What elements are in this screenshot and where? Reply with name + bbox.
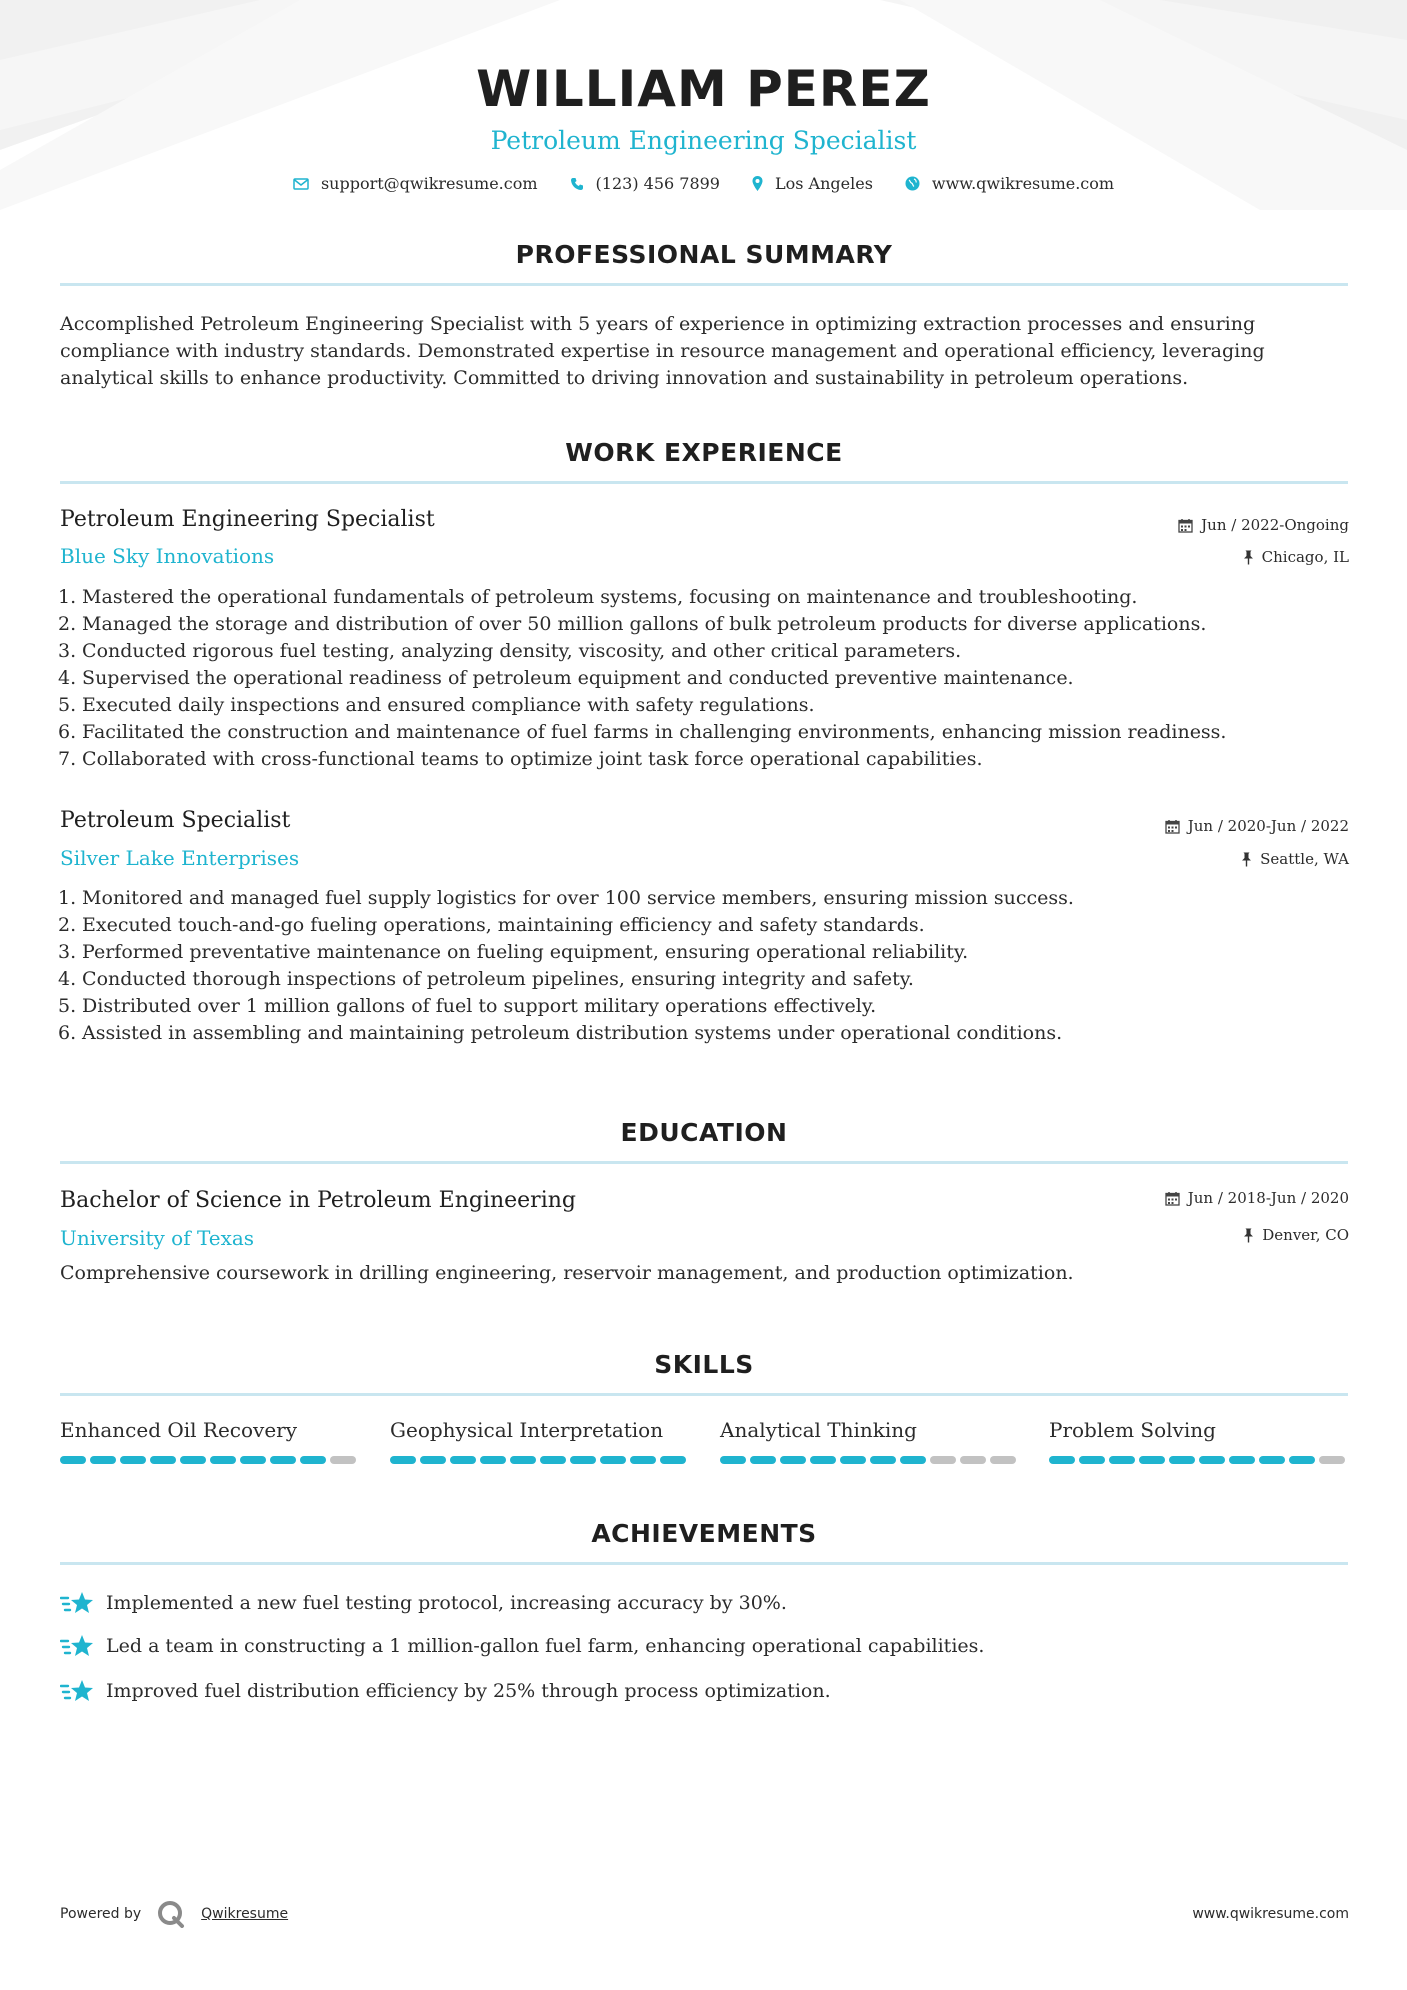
skill-level-bar xyxy=(1049,1456,1349,1464)
skill-segment-filled xyxy=(120,1456,146,1464)
resume-header xyxy=(0,60,1407,193)
calendar-icon xyxy=(1165,819,1180,834)
achievement-text: Improved fuel distribution efficiency by 25% through process optimization. xyxy=(106,1680,831,1702)
contact-location xyxy=(752,174,873,193)
skill-segment-filled xyxy=(60,1456,86,1464)
bullet-text: Assisted in assembling and maintaining petroleum distribution systems under operational conditions. xyxy=(82,1022,1063,1044)
globe-icon xyxy=(905,176,920,191)
list-item: 4. Supervised the operational readiness of petroleum equipment and conducted preventive maintenance. xyxy=(58,667,1074,689)
achievements-rule xyxy=(60,1562,1348,1565)
bullet-text: Conducted thorough inspections of petroleum pipelines, ensuring integrity and safety. xyxy=(82,968,914,990)
skill-segment-filled xyxy=(1079,1456,1105,1464)
bullet-text: Distributed over 1 million gallons of fuel to support military operations effectively. xyxy=(82,995,877,1017)
achievement-text: Led a team in constructing a 1 million-gallon fuel farm, enhancing operational capabilities. xyxy=(106,1635,985,1657)
job-company: Blue Sky Innovations xyxy=(60,544,275,568)
education-dates-text: Jun / 2018-Jun / 2020 xyxy=(1187,1189,1349,1207)
skill-segment-filled xyxy=(150,1456,176,1464)
job-bullets xyxy=(58,584,1348,773)
footer-website[interactable]: www.qwikresume.com xyxy=(1192,1906,1349,1922)
skill-segment-filled xyxy=(240,1456,266,1464)
achievements-heading: ACHIEVEMENTS xyxy=(591,1519,817,1548)
achievement-item xyxy=(60,1633,984,1659)
skill-segment-filled xyxy=(420,1456,446,1464)
pushpin-icon xyxy=(1243,550,1254,565)
education-description: Comprehensive coursework in drilling engineering, reservoir management, and production optimization. xyxy=(60,1262,1074,1284)
achievement-item xyxy=(60,1678,831,1704)
skill-segment-empty xyxy=(930,1456,956,1464)
bullet-text: Executed touch-and-go fueling operations, maintaining efficiency and safety standards. xyxy=(82,914,925,936)
skill-segment-filled xyxy=(660,1456,686,1464)
job-company: Silver Lake Enterprises xyxy=(60,846,300,870)
skill-segment-filled xyxy=(300,1456,326,1464)
job-dates-text: Jun / 2022-Ongoing xyxy=(1201,516,1349,534)
school-name: University of Texas xyxy=(60,1226,255,1250)
list-item: 3. Conducted rigorous fuel testing, analyzing density, viscosity, and other critical parameters. xyxy=(58,640,962,662)
degree-title: Bachelor of Science in Petroleum Engineering xyxy=(60,1188,576,1213)
summary-heading: PROFESSIONAL SUMMARY xyxy=(515,240,893,269)
list-item: 1. Monitored and managed fuel supply logistics for over 100 service members, ensuring mission success. xyxy=(58,887,1074,909)
list-item: 7. Collaborated with cross-functional teams to optimize joint task force operational capabilities. xyxy=(58,748,983,770)
job-bullets xyxy=(58,885,1348,1047)
skill-segment-filled xyxy=(1139,1456,1165,1464)
list-item: 6. Facilitated the construction and maintenance of fuel farms in challenging environments, enhancing mission readiness. xyxy=(58,721,1227,743)
job-location xyxy=(1241,850,1349,868)
bullet-text: Collaborated with cross-functional teams to optimize joint task force operational capabilities. xyxy=(82,748,983,770)
skill-segment-filled xyxy=(540,1456,566,1464)
job-dates xyxy=(1178,516,1349,534)
phone-text: (123) 456 7899 xyxy=(595,174,720,193)
location-text: Los Angeles xyxy=(774,174,873,193)
bullet-text: Monitored and managed fuel supply logistics for over 100 service members, ensuring mission success. xyxy=(82,887,1074,909)
skill-item xyxy=(720,1418,1020,1464)
website-text: www.qwikresume.com xyxy=(931,174,1115,193)
envelope-icon xyxy=(293,178,309,190)
skill-segment-empty xyxy=(990,1456,1016,1464)
contact-phone[interactable] xyxy=(570,174,720,193)
list-item: 5. Distributed over 1 million gallons of fuel to support military operations effectively. xyxy=(58,995,877,1017)
skill-segment-filled xyxy=(1049,1456,1075,1464)
contact-row xyxy=(0,174,1407,193)
bullet-text: Facilitated the construction and maintenance of fuel farms in challenging environments, enhancing mission readiness. xyxy=(82,721,1227,743)
skill-name: Enhanced Oil Recovery xyxy=(60,1418,298,1442)
skill-segment-filled xyxy=(510,1456,536,1464)
skill-segment-filled xyxy=(1199,1456,1225,1464)
skill-segment-filled xyxy=(630,1456,656,1464)
skill-segment-empty xyxy=(1319,1456,1345,1464)
bullet-text: Mastered the operational fundamentals of petroleum systems, focusing on maintenance and troubleshooting. xyxy=(82,586,1138,608)
skill-segment-filled xyxy=(210,1456,236,1464)
bullet-text: Managed the storage and distribution of over 50 million gallons of bulk petroleum products for diverse applications. xyxy=(82,613,1207,635)
experience-rule xyxy=(60,481,1348,484)
skill-segment-filled xyxy=(840,1456,866,1464)
phone-icon xyxy=(570,177,584,191)
achievement-item xyxy=(60,1590,787,1616)
job-location xyxy=(1243,548,1349,566)
job-title: Petroleum Engineering Specialist xyxy=(60,507,435,532)
contact-website[interactable] xyxy=(905,174,1114,193)
skill-level-bar xyxy=(390,1456,690,1464)
skill-segment-filled xyxy=(720,1456,746,1464)
star-icon xyxy=(60,1590,94,1616)
skill-level-bar xyxy=(720,1456,1020,1464)
skill-segment-filled xyxy=(750,1456,776,1464)
pushpin-icon xyxy=(1243,1228,1254,1243)
job-title: Petroleum Specialist xyxy=(60,808,291,833)
skill-segment-filled xyxy=(600,1456,626,1464)
skill-segment-filled xyxy=(390,1456,416,1464)
contact-email[interactable] xyxy=(293,174,538,193)
skill-segment-filled xyxy=(1169,1456,1195,1464)
star-icon xyxy=(60,1633,94,1659)
map-marker-icon xyxy=(752,176,763,191)
calendar-icon xyxy=(1178,518,1193,533)
skill-segment-filled xyxy=(90,1456,116,1464)
skill-segment-filled xyxy=(1109,1456,1135,1464)
bullet-text: Supervised the operational readiness of petroleum equipment and conducted preventive maintenance. xyxy=(82,667,1074,689)
skill-segment-filled xyxy=(1229,1456,1255,1464)
brand-link[interactable]: Qwikresume xyxy=(201,1906,289,1922)
star-icon xyxy=(60,1678,94,1704)
skills-rule xyxy=(60,1393,1348,1396)
skill-segment-filled xyxy=(870,1456,896,1464)
list-item: 3. Performed preventative maintenance on fueling equipment, ensuring operational reliability. xyxy=(58,941,969,963)
skill-segment-filled xyxy=(1259,1456,1285,1464)
education-dates xyxy=(1165,1189,1349,1207)
candidate-title: Petroleum Engineering Specialist xyxy=(490,126,917,155)
bullet-text: Performed preventative maintenance on fueling equipment, ensuring operational reliability. xyxy=(82,941,969,963)
skill-segment-filled xyxy=(900,1456,926,1464)
skill-level-bar xyxy=(60,1456,360,1464)
job-location-text: Seattle, WA xyxy=(1260,850,1349,868)
skill-segment-filled xyxy=(780,1456,806,1464)
skill-segment-filled xyxy=(810,1456,836,1464)
skill-segment-empty xyxy=(960,1456,986,1464)
pushpin-icon xyxy=(1241,852,1252,867)
qwikresume-logo-icon xyxy=(157,1900,187,1928)
list-item: 4. Conducted thorough inspections of petroleum pipelines, ensuring integrity and safety. xyxy=(58,968,914,990)
skill-segment-filled xyxy=(480,1456,506,1464)
powered-by-label: Powered by xyxy=(60,1906,142,1922)
calendar-icon xyxy=(1165,1191,1180,1206)
skill-item xyxy=(1049,1418,1349,1464)
candidate-name: WILLIAM PEREZ xyxy=(476,60,931,118)
bullet-text: Conducted rigorous fuel testing, analyzing density, viscosity, and other critical parameters. xyxy=(82,640,962,662)
skill-item xyxy=(60,1418,360,1464)
skill-name: Problem Solving xyxy=(1049,1418,1216,1442)
skill-name: Analytical Thinking xyxy=(720,1418,917,1442)
education-rule xyxy=(60,1161,1348,1164)
list-item: 5. Executed daily inspections and ensured compliance with safety regulations. xyxy=(58,694,815,716)
list-item: 1. Mastered the operational fundamentals of petroleum systems, focusing on maintenance and troubleshooting. xyxy=(58,586,1138,608)
list-item: 2. Managed the storage and distribution of over 50 million gallons of bulk petroleum products for diverse applications. xyxy=(58,613,1207,635)
education-location xyxy=(1243,1226,1349,1244)
email-text: support@qwikresume.com xyxy=(320,174,538,193)
job-dates xyxy=(1165,817,1349,835)
experience-heading: WORK EXPERIENCE xyxy=(565,438,843,467)
skills-heading: SKILLS xyxy=(654,1350,754,1379)
footer-powered-by xyxy=(60,1900,288,1928)
achievement-text: Implemented a new fuel testing protocol, increasing accuracy by 30%. xyxy=(106,1592,787,1614)
job-location-text: Chicago, IL xyxy=(1261,548,1349,566)
skill-segment-filled xyxy=(570,1456,596,1464)
skill-segment-filled xyxy=(270,1456,296,1464)
list-item: 2. Executed touch-and-go fueling operations, maintaining efficiency and safety standards. xyxy=(58,914,925,936)
education-location-text: Denver, CO xyxy=(1262,1226,1349,1244)
skill-item xyxy=(390,1418,690,1464)
skill-segment-filled xyxy=(180,1456,206,1464)
summary-rule xyxy=(60,283,1348,286)
education-heading: EDUCATION xyxy=(620,1118,788,1147)
summary-text: Accomplished Petroleum Engineering Specialist with 5 years of experience in optimizing extraction processes and ensuring compliance with industry standards. Demonstrated expertise in resource management and operational efficiency, leveraging analytical skills to enhance productivity. Committed to driving innovation and sustainability in petroleum operations. xyxy=(60,313,1265,389)
bullet-text: Executed daily inspections and ensured compliance with safety regulations. xyxy=(82,694,815,716)
job-dates-text: Jun / 2020-Jun / 2022 xyxy=(1187,817,1349,835)
skill-name: Geophysical Interpretation xyxy=(390,1418,664,1442)
skill-segment-filled xyxy=(1289,1456,1315,1464)
skill-segment-empty xyxy=(330,1456,356,1464)
skill-segment-filled xyxy=(450,1456,476,1464)
list-item: 6. Assisted in assembling and maintaining petroleum distribution systems under operational conditions. xyxy=(58,1022,1063,1044)
